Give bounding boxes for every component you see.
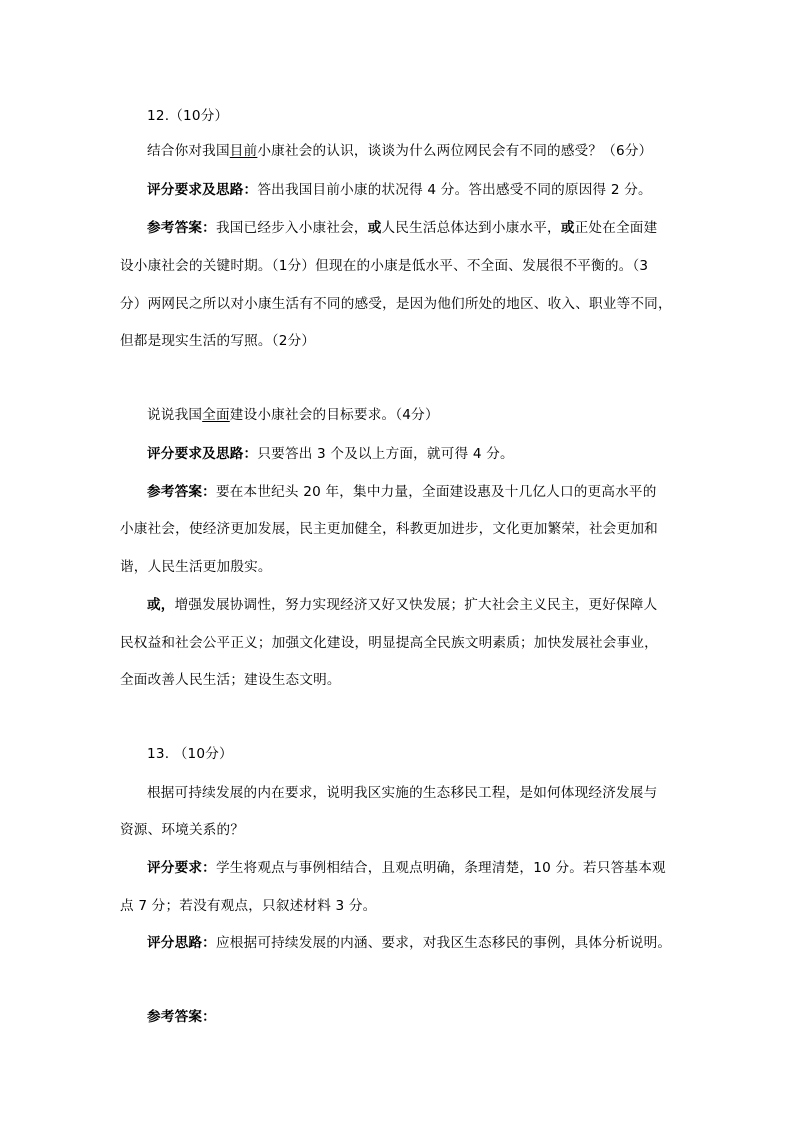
q12-part1-answer-line4: 但都是现实生活的写照。（2分） (120, 333, 316, 349)
q12-part2-question-underlined: 全面 (202, 407, 230, 423)
q12-part2-answer-line3: 谐，人民生活更加殷实。 (120, 559, 272, 575)
q12-part1-question-underlined: 目前 (229, 143, 258, 159)
q12-part1-question-pre: 结合你对我国 (147, 143, 230, 159)
q12-part2-criteria-text: 只要答出 3 个及以上方面，就可得 4 分。 (257, 446, 514, 462)
q12-part1-answer-line2: 设小康社会的关键时期。（1分）但现在的小康是低水平、不全面、发展很不平衡的。（3 (120, 258, 649, 274)
q12-part2-answer-text1: 要在本世纪头 20 年，集中力量，全面建设惠及十几亿人口的更高水平的 (215, 484, 657, 500)
q12-part2-criteria-label: 评分要求及思路： (147, 446, 258, 462)
q12-part1-answer-b: 人民生活总体达到小康水平， (381, 220, 561, 236)
q12-part1-criteria-label: 评分要求及思路： (147, 182, 258, 198)
q12-header: 12.（10分） (147, 108, 229, 124)
q12-part2-answer-line1 (147, 483, 657, 501)
q12-part1-answer-label: 参考答案： (147, 220, 216, 236)
q13-header: 13. （10分） (147, 746, 233, 762)
q13-answer-label: 参考答案： (147, 1009, 216, 1025)
q13-approach-label: 评分思路： (147, 935, 216, 951)
q13-approach-text: 应根据可持续发展的内涵、要求，对我区生态移民的事例，具体分析说明。 (215, 935, 672, 951)
q13-criteria-text1: 学生将观点与事例相结合，且观点明确，条理清楚，10 分。若只答基本观 (215, 860, 666, 876)
q12-part1-criteria-text: 答出我国目前小康的状况得 4 分。答出感受不同的原因得 2 分。 (257, 182, 652, 198)
q12-part2-answer-line2: 小康社会，使经济更加发展，民主更加健全，科教更加进步，文化更加繁荣，社会更加和 (120, 521, 658, 537)
q12-part2-alt-text1: 增强发展协调性，努力实现经济又好又快发展；扩大社会主义民主，更好保障人 (174, 597, 658, 613)
q12-part2-question (147, 406, 439, 424)
q12-part2-question-post: 建设小康社会的目标要求。（4分） (229, 407, 439, 423)
q12-part1-answer-c: 正处在全面建 (574, 220, 658, 236)
q12-part1-answer-line3: 分）两网民之所以对小康生活有不同的感受，是因为他们所处的地区、收入、职业等不同， (120, 296, 672, 312)
q12-part1-criteria (147, 181, 652, 199)
q12-part2-answer-label: 参考答案： (147, 484, 216, 500)
q12-part1-or-1: 或 (367, 220, 382, 236)
q13-question-line2: 资源、环境关系的？ (120, 822, 245, 838)
q13-approach (147, 934, 671, 952)
q12-part1-question (147, 142, 652, 160)
q12-part2-criteria (147, 445, 514, 463)
q12-part2-alt-label: 或， (147, 597, 175, 613)
q13-criteria-label: 评分要求： (147, 860, 216, 876)
q12-part1-answer-a: 我国已经步入小康社会， (215, 220, 368, 236)
q12-part2-alt-line3: 全面改善人民生活；建设生态文明。 (120, 672, 341, 688)
q12-part1-or-2: 或 (560, 220, 575, 236)
q13-question-line1: 根据可持续发展的内在要求，说明我区实施的生态移民工程，是如何体现经济发展与 (147, 785, 658, 801)
q12-part2-alt-line1 (147, 596, 657, 614)
q12-part2-alt-line2: 民权益和社会公平正义；加强文化建设，明显提高全民族文明素质；加快发展社会事业， (120, 635, 658, 651)
q12-part1-question-post: 小康社会的认识，谈谈为什么两位网民会有不同的感受？（6分） (257, 143, 653, 159)
q12-part2-question-pre: 说说我国 (147, 407, 203, 423)
q13-criteria-line2: 点 7 分；若没有观点，只叙述材料 3 分。 (120, 898, 377, 914)
q12-part1-answer-line1 (147, 219, 657, 237)
q13-criteria-line1 (147, 859, 666, 877)
